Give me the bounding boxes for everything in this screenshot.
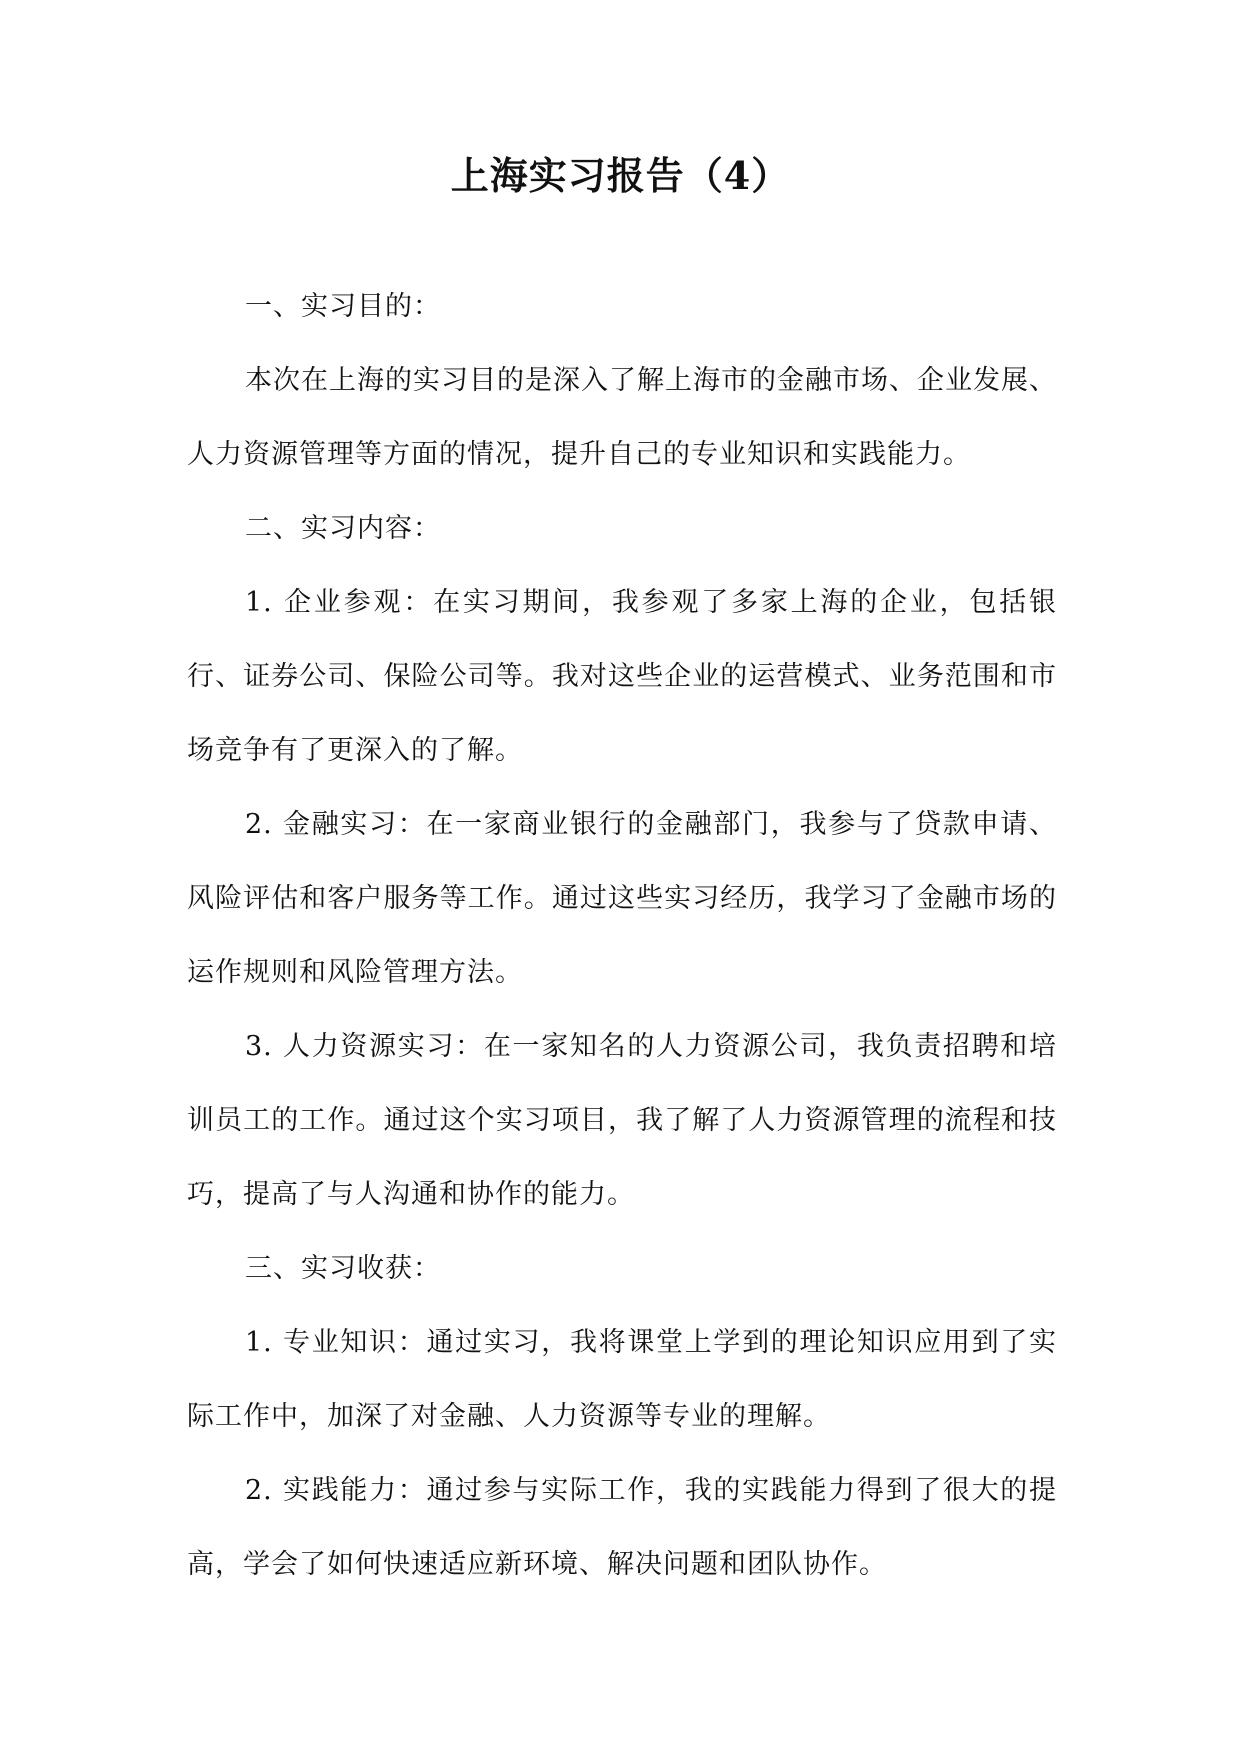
paragraph-purpose: 本次在上海的实习目的是深入了解上海市的金融市场、企业发展、人力资源管理等方面的情况，提升自己的专业知识和实践能力。 — [187, 365, 1057, 470]
document-title: 上海实习报告（4） — [450, 153, 791, 198]
paragraph-finance-internship: 2. 金融实习：在一家商业银行的金融部门，我参与了贷款申请、风险评估和客户服务等工作。通过这些实习经历，我学习了金融市场的运作规则和风险管理方法。 — [187, 809, 1057, 988]
paragraph-practical-ability: 2. 实践能力：通过参与实际工作，我的实践能力得到了很大的提高，学会了如何快速适应新环境、解决问题和团队协作。 — [187, 1475, 1057, 1580]
section-heading-purpose: 一、实习目的： — [245, 291, 441, 322]
document-body — [187, 270, 1057, 1602]
paragraph-professional-knowledge: 1. 专业知识：通过实习，我将课堂上学到的理论知识应用到了实际工作中，加深了对金融、人力资源等专业的理解。 — [187, 1327, 1057, 1432]
paragraph-hr-internship: 3. 人力资源实习：在一家知名的人力资源公司，我负责招聘和培训员工的工作。通过这个实习项目，我了解了人力资源管理的流程和技巧，提高了与人沟通和协作的能力。 — [187, 1031, 1057, 1210]
section-heading-gains: 三、实习收获： — [245, 1253, 441, 1284]
paragraph-company-visit: 1. 企业参观：在实习期间，我参观了多家上海的企业，包括银行、证券公司、保险公司等。我对这些企业的运营模式、业务范围和市场竞争有了更深入的了解。 — [187, 587, 1057, 766]
section-heading-content: 二、实习内容： — [245, 513, 441, 544]
